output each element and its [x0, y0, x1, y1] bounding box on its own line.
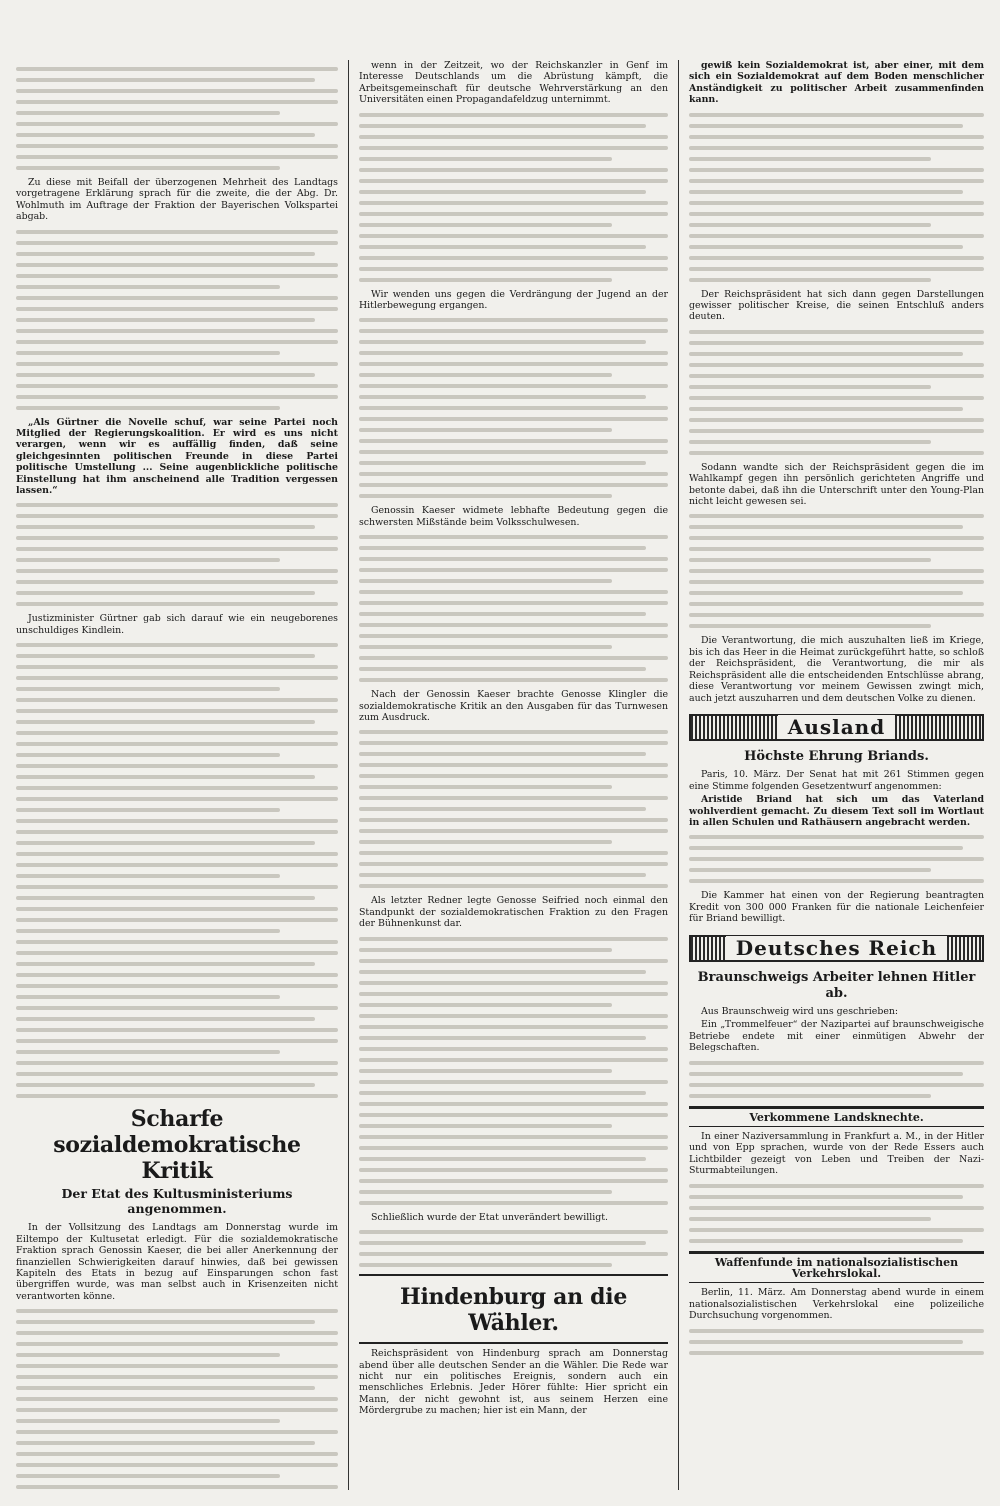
illegible-line: [689, 1061, 984, 1065]
illegible-line: [689, 124, 963, 128]
illegible-line: [689, 190, 963, 194]
illegible-line: [359, 278, 612, 282]
illegible-line: [16, 395, 338, 399]
illegible-line: [16, 874, 280, 878]
illegible-line: [16, 973, 338, 977]
illegible-line: [359, 829, 668, 833]
illegible-line: [16, 863, 338, 867]
paragraph: Ein „Trommelfeuer“ der Nazipartei auf braunschweigische Betriebe endete mit einer einmütigen Abwehr der Belegschaften.: [689, 1019, 984, 1054]
illegible-line: [16, 852, 338, 856]
illegible-line: [16, 591, 315, 595]
illegible-line: [16, 547, 338, 551]
illegible-line: [16, 100, 338, 104]
column-middle: [349, 60, 679, 1490]
illegible-line: [359, 362, 668, 366]
illegible-line: [359, 483, 668, 487]
illegible-line: [359, 1190, 612, 1194]
headline-briand: Höchste Ehrung Briands.: [744, 749, 929, 765]
illegible-line: [16, 1386, 315, 1390]
illegible-line: [359, 579, 612, 583]
illegible-line: [359, 190, 646, 194]
subheadline-kultusetat: Der Etat des Kultusministeriums angenommen.: [61, 1186, 293, 1217]
illegible-line: [16, 67, 338, 71]
illegible-line: [359, 645, 612, 649]
illegible-line: [689, 1072, 963, 1076]
illegible-line: [689, 846, 963, 850]
illegible-line: [359, 113, 668, 117]
illegible-line: [16, 406, 280, 410]
illegible-line: [359, 1036, 646, 1040]
illegible-line: [689, 1217, 931, 1221]
illegible-line: [16, 89, 338, 93]
illegible-line: [359, 1025, 668, 1029]
illegible-line: [689, 418, 984, 422]
illegible-line: [16, 285, 280, 289]
illegible-line: [689, 536, 984, 540]
column-left: [14, 60, 349, 1490]
paragraph: Reichspräsident von Hindenburg sprach am Donnerstag abend über alle deutschen Sender an die Wähler. Die Rede war nicht nur ein politisches Ereignis, sondern auch ein menschliches Erlebnis. Jeder Hörer fühlte: Hier spricht ein Mann, der nicht gewohnt ist, aus seinem Herzen eine Mördergrube zu machen; hier ist ein Mann, der: [359, 1348, 668, 1417]
illegible-line: [689, 1184, 984, 1188]
illegible-line: [16, 384, 338, 388]
illegible-line: [16, 1094, 338, 1098]
paragraph: Die Kammer hat einen von der Regierung beantragten Kredit von 300 000 Franken für die nationale Leichenfeier für Briand bewilligt.: [689, 890, 984, 925]
illegible-line: [359, 1047, 668, 1051]
paragraph: Als letzter Redner legte Genosse Seifried noch einmal den Standpunkt der sozialdemokratischen Fraktion zu den Fragen der Bühnenkunst dar.: [359, 895, 668, 930]
illegible-line: [359, 1124, 612, 1128]
paragraph: Berlin, 11. März. Am Donnerstag abend wurde in einem nationalsozialistischen Verkehrslokal eine polizeiliche Durchsuchung vorgenommen.: [689, 1287, 984, 1322]
paragraph: In der Vollsitzung des Landtags am Donnerstag wurde im Eiltempo der Kultusetat erledigt. Für die sozialdemokratische Fraktion sprach Genossin Kaeser, die bei aller Anerkennung der finanziellen Schwierigkeiten darauf hinwies, daß bei gewissen Kapiteln des Etats in bezug auf Einsparungen schon fast übergriffen wurde, was man selbst auch in Krisenzeiten nicht verantworten könne.: [16, 1222, 338, 1302]
paragraph: Wir wenden uns gegen die Verdrängung der Jugend an der Hitlerbewegung ergangen.: [359, 288, 668, 312]
illegible-line: [359, 774, 668, 778]
illegible-line: [359, 884, 668, 888]
illegible-line: [359, 1113, 668, 1117]
illegible-line: [16, 830, 338, 834]
illegible-line: [689, 135, 984, 139]
illegible-line: [359, 351, 668, 355]
illegible-line: [16, 1452, 338, 1456]
illegible-line: [359, 557, 668, 561]
illegible-line: [359, 656, 668, 660]
illegible-line: [689, 440, 931, 444]
illegible-line: [359, 818, 668, 822]
illegible-line: [16, 1375, 338, 1379]
illegible-line: [16, 274, 338, 278]
illegible-line: [689, 363, 984, 367]
illegible-line: [16, 1320, 315, 1324]
illegible-line: [359, 256, 668, 260]
illegible-line: [16, 329, 338, 333]
section-banner-ausland: [689, 714, 984, 741]
illegible-line: [16, 885, 338, 889]
illegible-line: [359, 730, 668, 734]
illegible-line: [359, 535, 668, 539]
illegible-line: [359, 245, 646, 249]
illegible-line: [16, 1474, 280, 1478]
illegible-line: [359, 1058, 668, 1062]
illegible-line: [359, 135, 668, 139]
paragraph: Aus Braunschweig wird uns geschrieben:: [701, 1005, 899, 1017]
illegible-line: [689, 879, 984, 883]
illegible-line: [359, 796, 668, 800]
illegible-line: [359, 417, 668, 421]
illegible-line: [16, 940, 338, 944]
illegible-line: [359, 340, 646, 344]
banner-label: Deutsches Reich: [726, 936, 947, 960]
divider: [359, 1342, 668, 1344]
illegible-line: [16, 78, 315, 82]
illegible-line: [359, 384, 668, 388]
illegible-line: [359, 1135, 668, 1139]
illegible-line: [689, 569, 984, 573]
illegible-line: [359, 472, 668, 476]
illegible-line: [16, 580, 338, 584]
illegible-line: [689, 1239, 963, 1243]
columns: [14, 60, 986, 1490]
illegible-line: [359, 959, 668, 963]
illegible-line: [359, 1157, 646, 1161]
illegible-line: [689, 1195, 963, 1199]
illegible-line: [16, 984, 338, 988]
illegible-line: [689, 514, 984, 518]
illegible-line: [689, 256, 984, 260]
illegible-line: [689, 1351, 984, 1355]
illegible-line: [359, 667, 646, 671]
illegible-line: [359, 223, 612, 227]
illegible-line: [359, 124, 646, 128]
illegible-line: [359, 785, 612, 789]
illegible-line: [689, 113, 984, 117]
illegible-line: [16, 918, 338, 922]
illegible-line: [359, 212, 668, 216]
paragraph: wenn in der Zeitzeit, wo der Reichskanzler in Genf im Interesse Deutschlands um die Abrüstung kämpft, die Arbeitsgemeinschaft für deutsche Wehrverstärkung an den Universitäten einen Propagandafeldzug unternimmt.: [359, 60, 668, 106]
illegible-line: [16, 318, 315, 322]
illegible-line: [16, 764, 338, 768]
quote-paragraph: „Als Gürtner die Novelle schuf, war seine Partei noch Mitglied der Regierungskoalition. Er wird es uns nicht verargen, wenn wir es auffällig finden, daß seine gleichgesinnten politischen Freunde in diese Partei politische Umstellung ... Seine augenblickliche politische Einstellung hat ihm anscheinend alle Tradition vergessen lassen.“: [16, 416, 338, 497]
illegible-line: [16, 995, 280, 999]
illegible-line: [16, 558, 280, 562]
illegible-line: [16, 1017, 315, 1021]
illegible-line: [359, 1263, 612, 1267]
illegible-line: [16, 1342, 338, 1346]
illegible-line: [16, 362, 338, 366]
illegible-line: [16, 962, 315, 966]
illegible-line: [689, 146, 984, 150]
illegible-line: [16, 687, 280, 691]
illegible-line: [16, 1408, 338, 1412]
illegible-line: [689, 613, 984, 617]
illegible-line: [359, 201, 668, 205]
paragraph: Justizminister Gürtner gab sich darauf wie ein neugeborenes unschuldiges Kindlein.: [16, 613, 338, 636]
illegible-line: [359, 981, 668, 985]
illegible-line: [359, 807, 646, 811]
illegible-line: [689, 1206, 984, 1210]
illegible-line: [359, 1102, 668, 1106]
illegible-line: [16, 676, 338, 680]
illegible-line: [16, 1083, 315, 1087]
illegible-line: [689, 278, 931, 282]
illegible-line: [16, 133, 315, 137]
paragraph: Schließlich wurde der Etat unverändert bewilligt.: [371, 1211, 608, 1223]
illegible-line: [359, 428, 612, 432]
headline-hindenburg: Hindenburg an die Wähler.: [399, 1284, 628, 1337]
illegible-line: [359, 634, 668, 638]
illegible-line: [689, 1094, 931, 1098]
illegible-line: [359, 851, 668, 855]
illegible-line: [16, 819, 338, 823]
illegible-line: [359, 1201, 668, 1205]
illegible-line: [16, 1309, 338, 1313]
paragraph: Sodann wandte sich der Reichspräsident gegen die im Wahlkampf gegen ihn persönlich gerichteten Angriffe und betonte dabei, daß ihn die Unterschrift unter den Young-Plan nicht leicht gewesen sei.: [689, 461, 984, 508]
illegible-line: [689, 525, 963, 529]
illegible-line: [16, 1353, 280, 1357]
illegible-line: [689, 1083, 984, 1087]
illegible-line: [16, 1485, 338, 1489]
illegible-line: [689, 201, 984, 205]
illegible-line: [689, 547, 984, 551]
illegible-line: [359, 590, 668, 594]
illegible-line: [689, 580, 984, 584]
illegible-line: [16, 709, 338, 713]
illegible-line: [359, 970, 646, 974]
illegible-line: [689, 835, 984, 839]
illegible-line: [689, 168, 984, 172]
illegible-line: [16, 720, 315, 724]
illegible-line: [16, 263, 338, 267]
illegible-line: [16, 536, 338, 540]
illegible-line: [16, 731, 338, 735]
paragraph: Zu diese mit Beifall der überzogenen Mehrheit des Landtags vorgetragene Erklärung sprach für die zweite, die der Abg. Dr. Wohlmuth im Auftrage der Fraktion der Bayerischen Volkspartei abgab.: [16, 177, 338, 223]
illegible-line: [359, 862, 668, 866]
illegible-line: [16, 602, 338, 606]
illegible-line: [689, 385, 931, 389]
illegible-line: [359, 450, 668, 454]
illegible-line: [16, 698, 338, 702]
illegible-line: [16, 753, 280, 757]
illegible-line: [689, 212, 984, 216]
illegible-line: [16, 1072, 338, 1076]
illegible-line: [16, 665, 338, 669]
illegible-line: [689, 451, 984, 455]
illegible-line: [359, 1003, 612, 1007]
illegible-line: [16, 525, 315, 529]
illegible-line: [359, 763, 668, 767]
illegible-line: [359, 1146, 668, 1150]
paragraph: Aristide Briand hat sich um das Vaterland wohlverdient gemacht. Zu diesem Text soll im Wortlaut in allen Schulen und Rathäusern angebracht werden.: [689, 794, 984, 828]
illegible-line: [689, 624, 931, 628]
illegible-line: [689, 1329, 984, 1333]
divider: [359, 1274, 668, 1276]
illegible-line: [689, 407, 963, 411]
illegible-line: [16, 775, 315, 779]
illegible-line: [16, 144, 338, 148]
illegible-line: [359, 601, 668, 605]
illegible-line: [689, 374, 984, 378]
illegible-line: [16, 155, 338, 159]
illegible-line: [359, 1179, 668, 1183]
illegible-line: [359, 234, 668, 238]
illegible-line: [16, 951, 338, 955]
illegible-line: [16, 514, 338, 518]
headline-landsknechte: Verkommene Landsknechte.: [689, 1106, 984, 1127]
illegible-line: [689, 1228, 984, 1232]
illegible-line: [359, 623, 668, 627]
illegible-line: [359, 840, 612, 844]
illegible-line: [16, 1331, 338, 1335]
illegible-line: [359, 267, 668, 271]
illegible-line: [16, 643, 338, 647]
illegible-line: [16, 797, 338, 801]
illegible-line: [16, 742, 338, 746]
illegible-line: [359, 568, 668, 572]
illegible-line: [689, 857, 984, 861]
illegible-line: [16, 1441, 315, 1445]
illegible-line: [689, 234, 984, 238]
illegible-line: [359, 1168, 668, 1172]
paragraph: In einer Naziversammlung in Frankfurt a. M., in der Hitler und von Epp sprachen, wurde von der Rede Essers auch Lichtbilder gezeigt von Leben und Treiben der Nazi-Sturmabteilungen.: [689, 1131, 984, 1177]
illegible-line: [359, 1069, 612, 1073]
illegible-line: [16, 340, 338, 344]
illegible-line: [359, 395, 646, 399]
illegible-line: [16, 111, 280, 115]
headline-kritik: Scharfe sozialdemokratische Kritik: [53, 1106, 301, 1185]
column-right: [679, 60, 986, 1490]
illegible-line: [689, 396, 984, 400]
illegible-line: [359, 546, 646, 550]
illegible-line: [689, 868, 931, 872]
illegible-line: [359, 373, 612, 377]
illegible-line: [359, 1091, 646, 1095]
illegible-line: [16, 907, 338, 911]
illegible-line: [689, 602, 984, 606]
illegible-line: [16, 1028, 338, 1032]
paragraph: Der Reichspräsident hat sich dann gegen Darstellungen gewisser politischer Kreise, die seinen Entschluß anders deuten.: [689, 288, 984, 323]
illegible-line: [359, 1080, 668, 1084]
illegible-line: [16, 1006, 338, 1010]
illegible-line: [16, 241, 338, 245]
illegible-line: [16, 307, 338, 311]
illegible-line: [359, 146, 668, 150]
illegible-line: [359, 873, 646, 877]
illegible-line: [359, 752, 646, 756]
illegible-line: [359, 948, 612, 952]
illegible-line: [689, 245, 963, 249]
illegible-line: [359, 157, 612, 161]
illegible-line: [359, 937, 668, 941]
illegible-line: [16, 841, 315, 845]
headline-waffenfunde: Waffenfunde im nationalsozialistischen Verkehrslokal.: [689, 1251, 984, 1284]
illegible-line: [359, 678, 668, 682]
illegible-line: [689, 157, 931, 161]
illegible-line: [16, 929, 280, 933]
illegible-line: [16, 1397, 338, 1401]
paragraph: Genossin Kaeser widmete lebhafte Bedeutung gegen die schwersten Mißstände beim Volksschulwesen.: [359, 505, 668, 528]
illegible-line: [16, 166, 280, 170]
illegible-line: [359, 494, 612, 498]
illegible-line: [359, 741, 668, 745]
illegible-line: [689, 1340, 963, 1344]
illegible-line: [359, 992, 668, 996]
illegible-line: [16, 351, 280, 355]
illegible-line: [16, 1364, 338, 1368]
illegible-line: [359, 406, 668, 410]
illegible-line: [16, 122, 338, 126]
illegible-line: [16, 373, 315, 377]
illegible-line: [689, 223, 931, 227]
illegible-line: [689, 591, 963, 595]
illegible-line: [16, 1061, 338, 1065]
illegible-line: [689, 330, 984, 334]
illegible-line: [689, 558, 931, 562]
illegible-line: [689, 267, 984, 271]
paragraph: Nach der Genossin Kaeser brachte Genosse Klingler die sozialdemokratische Kritik an den Ausgaben für das Turnwesen zum Ausdruck.: [359, 689, 668, 724]
paragraph: gewiß kein Sozialdemokrat ist, aber einer, mit dem sich ein Sozialdemokrat auf dem Boden menschlicher Anständigkeit zu politischer Arbeit zusammenfinden kann.: [689, 60, 984, 106]
section-banner-deutsches-reich: [689, 935, 984, 962]
illegible-line: [16, 1050, 280, 1054]
illegible-line: [16, 896, 315, 900]
illegible-line: [16, 808, 280, 812]
illegible-line: [16, 1430, 338, 1434]
illegible-line: [16, 1463, 338, 1467]
illegible-line: [689, 429, 984, 433]
illegible-line: [16, 503, 338, 507]
illegible-line: [359, 179, 668, 183]
headline-braunschweig: Braunschweigs Arbeiter lehnen Hitler ab.: [697, 969, 976, 1001]
paragraph: Die Verantwortung, die mich auszuhalten ließ im Kriege, bis ich das Heer in die Heimat zurückgeführt hatte, so schloß der Reichspräsident, die Verantwortung, die mir als Reichspräsident alle die entscheidenden Entschlüsse abrang, diese Verantwortung vor meinem Gewissen zwingt mich, auch jetzt auszuharren und dem deutschen Volke zu dienen.: [689, 635, 984, 704]
illegible-line: [16, 252, 315, 256]
illegible-line: [359, 439, 668, 443]
illegible-line: [359, 1252, 668, 1256]
illegible-line: [359, 612, 646, 616]
illegible-line: [16, 654, 315, 658]
illegible-line: [359, 318, 668, 322]
illegible-line: [689, 341, 984, 345]
illegible-line: [16, 1419, 280, 1423]
illegible-line: [689, 352, 963, 356]
illegible-line: [16, 569, 338, 573]
illegible-line: [16, 230, 338, 234]
illegible-line: [16, 296, 338, 300]
illegible-line: [689, 179, 984, 183]
illegible-line: [359, 1241, 646, 1245]
paragraph: Paris, 10. März. Der Senat hat mit 261 Stimmen gegen eine Stimme folgenden Gesetzentwurf angenommen:: [689, 769, 984, 792]
illegible-line: [16, 786, 338, 790]
illegible-line: [359, 461, 646, 465]
illegible-line: [359, 1230, 668, 1234]
illegible-line: [16, 1039, 338, 1043]
illegible-line: [359, 1014, 668, 1018]
banner-label: Ausland: [778, 715, 895, 739]
illegible-line: [359, 329, 668, 333]
illegible-line: [359, 168, 668, 172]
